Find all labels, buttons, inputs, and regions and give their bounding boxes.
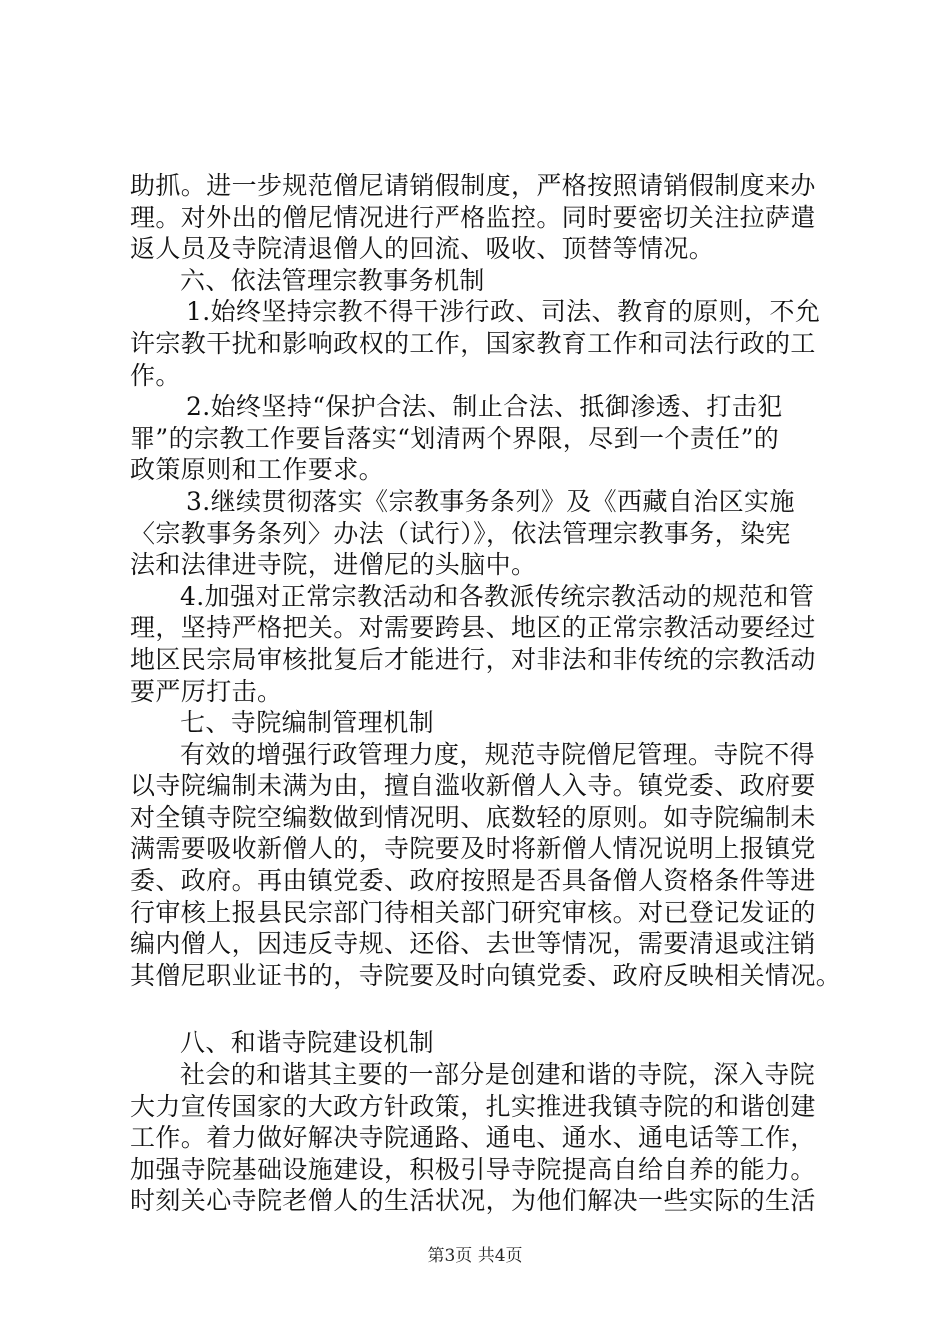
text-line: 地区民宗局审核批复后才能进行，对非法和非传统的宗教活动 [130,644,816,674]
text-line: 〈宗教事务条列〉办法（试行）》，依法管理宗教事务，染宪 [130,518,791,548]
text-line: 有效的增强行政管理力度，规范寺院僧尼管理。寺院不得 [180,739,816,769]
text-line: 对全镇寺院空编数做到情况明、底数轻的原则。如寺院编制未 [130,802,816,832]
text-line: 大力宣传国家的大政方针政策，扎实推进我镇寺院的和谐创建 [130,1091,816,1121]
text-line: 助抓。进一步规范僧尼请销假制度，严格按照请销假制度来办 [130,171,816,200]
text-line: 法和法律进寺院，进僧尼的头脑中。 [130,550,537,580]
text-line: 工作。着力做好解决寺院通路、通电、通水、通电话等工作， [130,1123,816,1153]
paragraph-gap [130,991,828,1027]
text-line: 加强寺院基础设施建设，积极引导寺院提高自给自养的能力。 [130,1154,816,1184]
text-line: 作。 [130,360,181,390]
text-line: 政策原则和工作要求。 [130,455,385,485]
text-line: 2.始终坚持“保护合法、制止合法、抵御渗透、打击犯 [186,392,783,422]
document-body [130,170,842,1217]
text-line: 行审核上报县民宗部门待相关部门研究审核。对已登记发证的 [130,897,816,927]
section-heading-seven: 七、寺院编制管理机制 [180,708,435,738]
text-line: 3.继续贯彻落实《宗教事务条列》及《西藏自治区实施 [186,486,795,516]
text-line: 罪”的宗教工作要旨落实“划清两个界限，尽到一个责任”的 [130,423,780,453]
page-number-footer: 第3页 共4页 [427,1246,523,1266]
text-line: 要严厉打击。 [130,676,283,706]
text-line: 许宗教干扰和影响政权的工作，国家教育工作和司法行政的工 [130,328,816,358]
text-line: 理。对外出的僧尼情况进行严格监控。同时要密切关注拉萨遣 [130,202,816,232]
section-heading-six: 六、依法管理宗教事务机制 [180,265,485,295]
text-line: 委、政府。再由镇党委、政府按照是否具备僧人资格条件等进 [130,866,816,896]
text-line: 其僧尼职业证书的，寺院要及时向镇党委、政府反映相关情况。 [130,960,842,990]
section-heading-eight: 八、和谐寺院建设机制 [180,1028,435,1058]
text-line: 返人员及寺院清退僧人的回流、吸收、顶替等情况。 [130,234,715,264]
text-line: 4.加强对正常宗教活动和各教派传统宗教活动的规范和管 [180,581,815,611]
text-line: 以寺院编制未满为由，擅自滥收新僧人入寺。镇党委、政府要 [130,771,816,801]
text-line: 满需要吸收新僧人的，寺院要及时将新僧人情况说明上报镇党 [130,834,816,864]
text-line: 理，坚持严格把关。对需要跨县、地区的正常宗教活动要经过 [130,613,816,643]
text-line: 时刻关心寺院老僧人的生活状况，为他们解决一些实际的生活 [130,1186,816,1216]
text-line: 1.始终坚持宗教不得干涉行政、司法、教育的原则，不允 [186,297,821,327]
text-line: 编内僧人，因违反寺规、还俗、去世等情况，需要清退或注销 [130,929,816,959]
text-line: 社会的和谐其主要的一部分是创建和谐的寺院，深入寺院 [180,1060,816,1090]
